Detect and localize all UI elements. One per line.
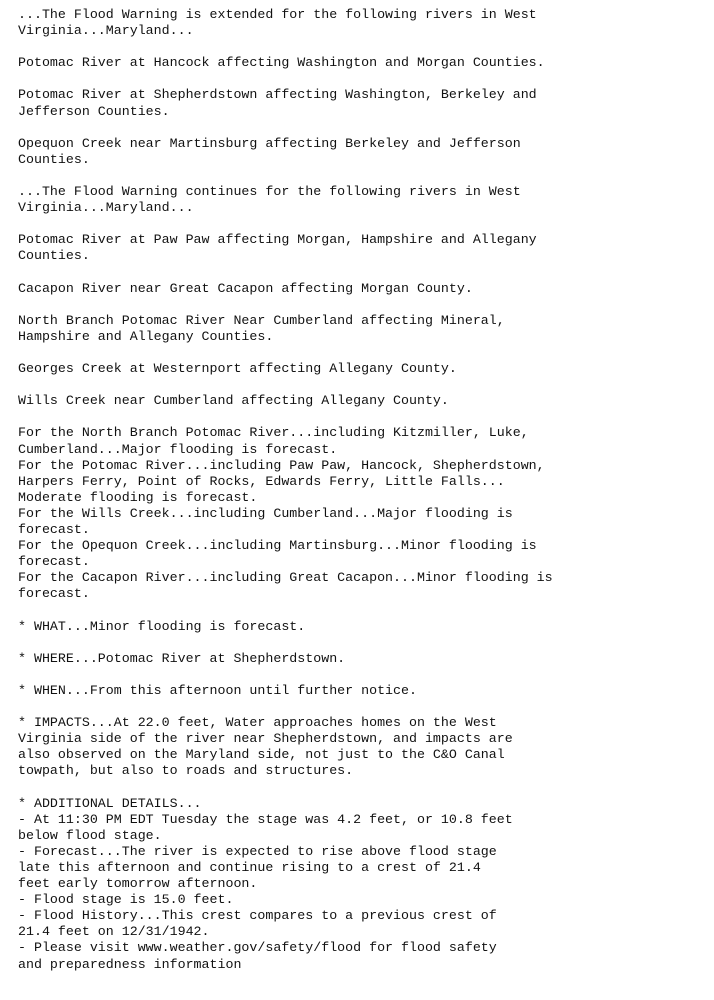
bulletin-text-line: For the Wills Creek...including Cumberland...Major flooding is (18, 505, 513, 521)
bulletin-text-line: Virginia...Maryland... (18, 23, 194, 39)
bulletin-text-line: Opequon Creek near Martinsburg affecting Berkeley and Jefferson (18, 135, 521, 151)
bulletin-text-line: late this afternoon and continue rising to a crest of 21.4 (18, 859, 481, 875)
bulletin-text-line: forecast. (18, 522, 90, 537)
bulletin-text-line: Potomac River at Shepherdstown affecting Washington, Berkeley and (18, 87, 537, 103)
bulletin-paragraph (18, 651, 708, 667)
bulletin-text-line: * WHERE...Potomac River at Shepherdstown. (18, 650, 346, 666)
bulletin-text-line: Counties. (18, 151, 90, 167)
bulletin-text-line: * IMPACTS...At 22.0 feet, Water approaches homes on the West (18, 715, 497, 731)
bulletin-text-line: Potomac River at Hancock affecting Washington and Morgan Counties. (18, 55, 545, 71)
bulletin-text-line: feet early tomorrow afternoon. (18, 876, 258, 892)
bulletin-paragraph (18, 796, 708, 973)
bulletin-paragraph (18, 361, 708, 377)
bulletin-text-line: and preparedness information (18, 956, 242, 972)
bulletin-paragraph (18, 313, 708, 345)
bulletin-text-line: For the Potomac River...including Paw Paw, Hancock, Shepherdstown, (18, 457, 545, 473)
bulletin-text-line: - Flood stage is 15.0 feet. (18, 892, 234, 908)
bulletin-paragraph (18, 184, 708, 216)
bulletin-paragraph (18, 232, 708, 264)
bulletin-text-line: ...The Flood Warning is extended for the following rivers in West (18, 7, 537, 22)
bulletin-text-line: below flood stage. (18, 827, 162, 843)
bulletin-text-line: * ADDITIONAL DETAILS... (18, 795, 202, 811)
bulletin-text-line: 21.4 feet on 12/31/1942. (18, 924, 210, 940)
bulletin-text-line: Wills Creek near Cumberland affecting Allegany County. (18, 393, 449, 409)
bulletin-paragraph (18, 87, 708, 119)
bulletin-paragraph (18, 393, 708, 409)
bulletin-text-line: Moderate flooding is forecast. (18, 489, 258, 505)
bulletin-text-line: Harpers Ferry, Point of Rocks, Edwards Ferry, Little Falls... (18, 473, 505, 489)
bulletin-paragraph (18, 55, 708, 71)
bulletin-text-line: Counties. (18, 248, 90, 264)
bulletin-paragraph (18, 683, 708, 699)
bulletin-text-line: For the North Branch Potomac River...including Kitzmiller, Luke, (18, 425, 529, 441)
bulletin-text-line: Virginia...Maryland... (18, 200, 194, 216)
bulletin-paragraph (18, 715, 708, 779)
bulletin-paragraph (18, 619, 708, 635)
bulletin-paragraph (18, 281, 708, 297)
bulletin-paragraph (18, 425, 708, 602)
bulletin-text-line: * WHAT...Minor flooding is forecast. (18, 618, 306, 634)
bulletin-text-line: Potomac River at Paw Paw affecting Morgan, Hampshire and Allegany (18, 232, 537, 248)
bulletin-text-line: - Please visit www.weather.gov/safety/flood for flood safety (18, 940, 497, 956)
bulletin-text-line: also observed on the Maryland side, not just to the C&O Canal (18, 747, 505, 763)
bulletin-text-line: - At 11:30 PM EDT Tuesday the stage was 4.2 feet, or 10.8 feet (18, 811, 513, 827)
bulletin-text-line: North Branch Potomac River Near Cumberland affecting Mineral, (18, 312, 505, 328)
bulletin-text-line: Virginia side of the river near Shepherdstown, and impacts are (18, 731, 513, 747)
bulletin-text-line: Hampshire and Allegany Counties. (18, 328, 274, 344)
bulletin-text-line: Cacapon River near Great Cacapon affecting Morgan County. (18, 280, 473, 296)
bulletin-text-line: Georges Creek at Westernport affecting Allegany County. (18, 361, 457, 377)
bulletin-paragraph (18, 7, 708, 39)
bulletin-text-line: - Forecast...The river is expected to rise above flood stage (18, 843, 497, 859)
bulletin-text-line: For the Cacapon River...including Great Cacapon...Minor flooding is (18, 570, 553, 586)
bulletin-text-line: * WHEN...From this afternoon until further notice. (18, 682, 417, 698)
bulletin-text-line: Cumberland...Major flooding is forecast. (18, 441, 338, 457)
bulletin-text-line: - Flood History...This crest compares to a previous crest of (18, 908, 497, 924)
bulletin-paragraph (18, 136, 708, 168)
bulletin-text-line: Jefferson Counties. (18, 103, 170, 119)
bulletin-text-line: For the Opequon Creek...including Martinsburg...Minor flooding is (18, 538, 537, 554)
bulletin-text-line: forecast. (18, 586, 90, 602)
bulletin-text-line: ...The Flood Warning continues for the following rivers in West (18, 184, 521, 200)
bulletin-text-line: towpath, but also to roads and structures. (18, 763, 354, 779)
flood-warning-bulletin (18, 7, 708, 973)
bulletin-text-line: forecast. (18, 554, 90, 570)
